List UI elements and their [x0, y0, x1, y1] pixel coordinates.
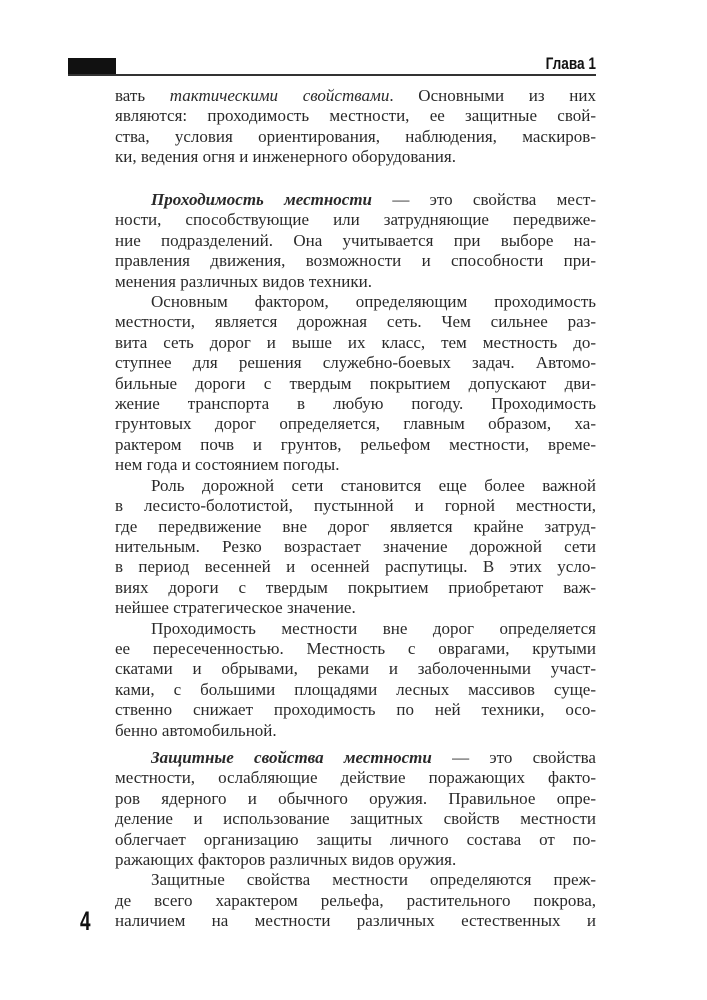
term: Защитные свойства местности	[151, 748, 432, 767]
text-line	[115, 748, 596, 768]
page-number: 4	[80, 906, 91, 936]
text: — это свойства мест-	[372, 190, 596, 209]
text-line: вита сеть дорог и выше их класс, тем местность до-	[115, 332, 596, 352]
text-line: ности, способствующие или затрудняющие передвиже-	[115, 210, 596, 230]
text-line: де всего характером рельефа, растительного покрова,	[115, 890, 596, 910]
text-line: виях дороги с твердым покрытием приобретают важ-	[115, 577, 596, 597]
term: Проходимость местности	[151, 190, 373, 209]
section-protective-properties	[115, 748, 596, 932]
text-line: ражающих факторов различных видов оружия.	[115, 850, 457, 870]
text-line: Основным фактором, определяющим проходимость	[151, 292, 596, 312]
text-line: бильные дороги с твердым покрытием допускают дви-	[115, 373, 596, 393]
text: вать	[115, 86, 170, 105]
text-line: являются: проходимость местности, ее защитные свой-	[115, 106, 596, 126]
text-line: облегчает организацию защиты личного состава от по-	[115, 829, 596, 849]
text-line: нительным. Резко возрастает значение дорожной сети	[115, 536, 596, 556]
chapter-title: Глава 1	[545, 54, 596, 73]
text-line: местности, является дорожная сеть. Чем сильнее раз-	[115, 312, 596, 332]
text-line: менения различных видов техники.	[115, 271, 372, 291]
emphasis: тактическими свойствами	[169, 86, 390, 105]
text-line: Проходимость местности вне дорог определяется	[151, 618, 596, 638]
text-line: в лесисто-болотистой, пустынной и горной местности,	[115, 496, 596, 516]
text-line: Защитные свойства местности определяются преж-	[151, 870, 596, 890]
text-line: ров ядерного и обычного оружия. Правильное опре-	[115, 788, 596, 808]
header-rule	[68, 74, 596, 76]
text-line: ками, с большими площадями лесных массивов суще-	[115, 679, 596, 699]
text-line	[115, 190, 596, 210]
text-line: ки, ведения огня и инженерного оборудования.	[115, 147, 456, 167]
text: . Основными из них	[389, 86, 596, 105]
text-line: жение транспорта в любую погоду. Проходимость	[115, 394, 596, 414]
text-line: грунтовых дорог определяется, главным образом, ха-	[115, 414, 596, 434]
text-line: ства, условия ориентирования, наблюдения, маскиров-	[115, 126, 596, 146]
text-line: бенно автомобильной.	[115, 720, 277, 740]
text-line: скатами и обрывами, реками и заболоченными участ-	[115, 659, 596, 679]
text-line: нейшее стратегическое значение.	[115, 598, 356, 618]
text-line: правления движения, возможности и способности при-	[115, 251, 596, 271]
text-line: деление и использование защитных свойств местности	[115, 809, 596, 829]
text-line: ступнее для решения служебно-боевых задач. Автомо-	[115, 353, 596, 373]
text-line: где передвижение вне дорог является крайне затруд-	[115, 516, 596, 536]
text-line: ственно снижает проходимость по ней техники, осо-	[115, 700, 596, 720]
text-line: ее пересеченностью. Местность с оврагами, крутыми	[115, 638, 596, 658]
text-line: рактером почв и грунтов, рельефом местности, време-	[115, 434, 596, 454]
text-line: в период весенней и осенней распутицы. В этих усло-	[115, 557, 596, 577]
text-line: наличием на местности различных естественных и	[115, 911, 596, 931]
section-passability	[115, 190, 596, 741]
text-line: ние подразделений. Она учитывается при выборе на-	[115, 230, 596, 250]
paragraph-tactical-properties	[115, 86, 596, 168]
text-line	[115, 86, 596, 106]
text: — это свойства	[431, 748, 596, 767]
text-line: местности, ослабляющие действие поражающих факто-	[115, 768, 596, 788]
text-line: Роль дорожной сети становится еще более важной	[151, 475, 596, 495]
text-line: нем года и состоянием погоды.	[115, 455, 340, 475]
